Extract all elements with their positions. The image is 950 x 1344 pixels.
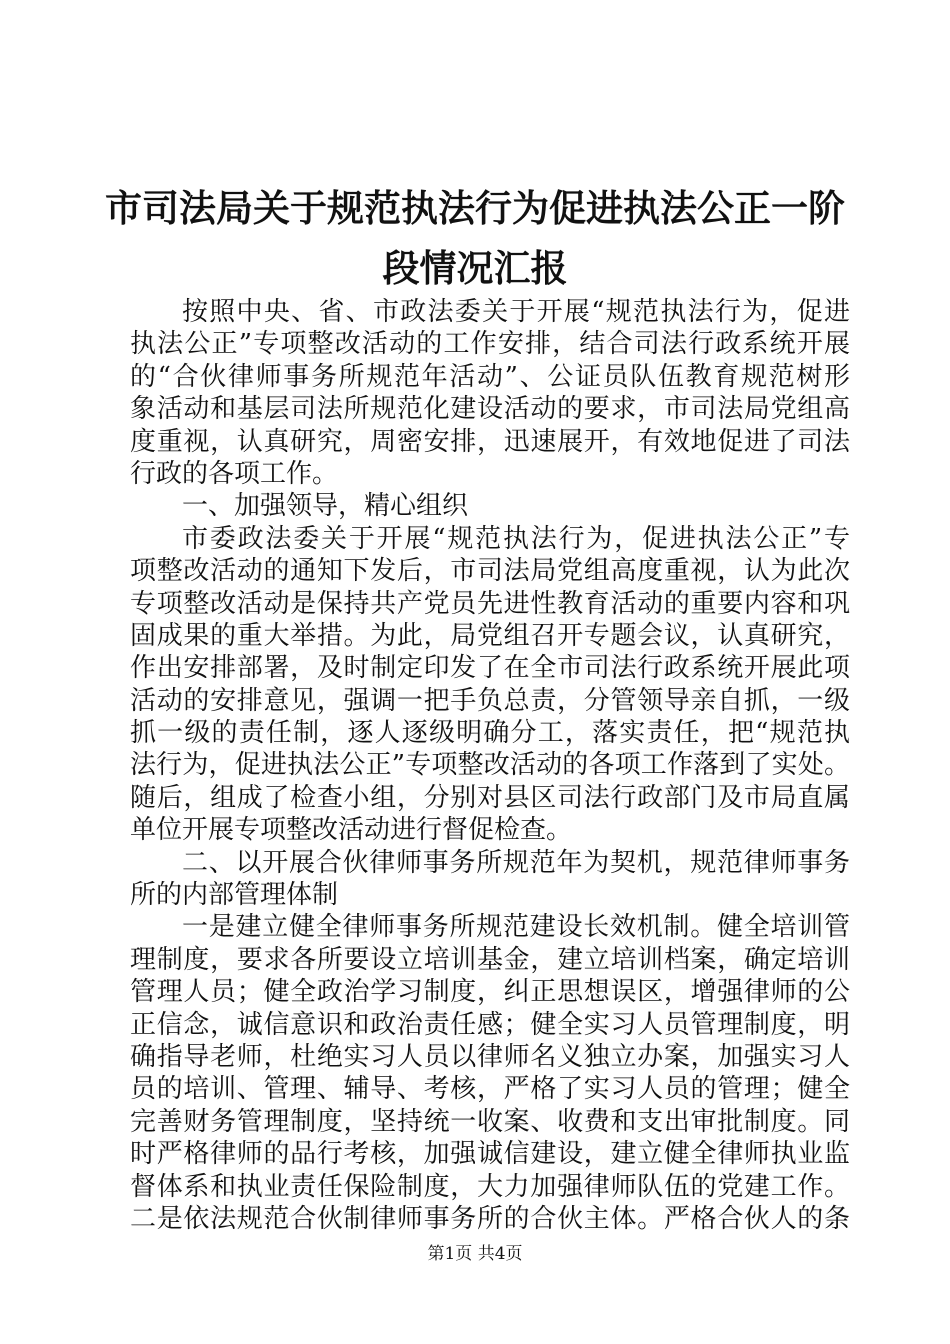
document-title-line-2: 段情况汇报 <box>382 246 568 290</box>
body-text-line: 单位开展专项整改活动进行督促检查。 <box>130 815 573 846</box>
body-text-line: 按照中央、省、市政法委关于开展“规范执法行为，促进 <box>182 297 850 327</box>
body-text-line: 法行为，促进执法公正”专项整改活动的各项工作落到了实处。 <box>130 750 850 781</box>
document-title-line-1: 市司法局关于规范执法行为促进执法公正一阶 <box>105 186 845 230</box>
body-text-line: 随后，组成了检查小组，分别对县区司法行政部门及市局直属 <box>130 782 850 813</box>
body-text-line: 所的内部管理体制 <box>130 880 339 911</box>
body-text-line: 行政的各项工作。 <box>130 458 339 489</box>
body-text-line: 完善财务管理制度，坚持统一收案、收费和支出审批制度。同 <box>130 1106 850 1137</box>
body-text-line: 理制度，要求各所要设立培训基金，建立培训档案，确定培训 <box>130 944 850 975</box>
body-text-line: 象活动和基层司法所规范化建设活动的要求，市司法局党组高 <box>130 394 850 425</box>
body-text-line: 二是依法规范合伙制律师事务所的合伙主体。严格合伙人的条 <box>130 1203 850 1234</box>
body-text-line: 活动的安排意见，强调一把手负总责，分管领导亲自抓，一级 <box>130 685 850 716</box>
body-text-line: 作出安排部署，及时制定印发了在全市司法行政系统开展此项 <box>130 653 850 684</box>
body-text-line: 督体系和执业责任保险制度，大力加强律师队伍的党建工作。 <box>130 1171 850 1202</box>
body-text-line: 正信念，诚信意识和政治责任感；健全实习人员管理制度，明 <box>130 1009 850 1040</box>
body-text-line: 执法公正”专项整改活动的工作安排，结合司法行政系统开展 <box>130 329 850 360</box>
body-text-line: 固成果的重大举措。为此，局党组召开专题会议，认真研究， <box>130 620 850 651</box>
document-body <box>130 296 850 1235</box>
body-text-line: 度重视，认真研究，周密安排，迅速展开，有效地促进了司法 <box>130 426 850 457</box>
body-text-line: 的“合伙律师事务所规范年活动”、公证员队伍教育规范树形 <box>130 361 850 392</box>
body-text-line: 项整改活动的通知下发后，市司法局党组高度重视，认为此次 <box>130 556 850 587</box>
body-text-line: 时严格律师的品行考核，加强诚信建设，建立健全律师执业监 <box>130 1139 850 1170</box>
body-text-line: 一是建立健全律师事务所规范建设长效机制。健全培训管 <box>182 912 850 943</box>
body-text-line: 专项整改活动是保持共产党员先进性教育活动的重要内容和巩 <box>130 588 850 619</box>
body-text-line: 管理人员；健全政治学习制度，纠正思想误区，增强律师的公 <box>130 977 850 1008</box>
body-text-line: 二、以开展合伙律师事务所规范年为契机，规范律师事务 <box>182 847 850 878</box>
body-text-line: 市委政法委关于开展“规范执法行为，促进执法公正”专 <box>182 523 850 554</box>
body-text-line: 抓一级的责任制，逐人逐级明确分工，落实责任，把“规范执 <box>130 718 850 749</box>
page-number-footer: 第1页 共4页 <box>427 1244 523 1264</box>
body-text-line: 确指导老师，杜绝实习人员以律师名义独立办案，加强实习人 <box>130 1041 850 1072</box>
body-text-line: 员的培训、管理、辅导、考核，严格了实习人员的管理；健全 <box>130 1074 850 1105</box>
body-text-line: 一、加强领导，精心组织 <box>182 491 469 522</box>
